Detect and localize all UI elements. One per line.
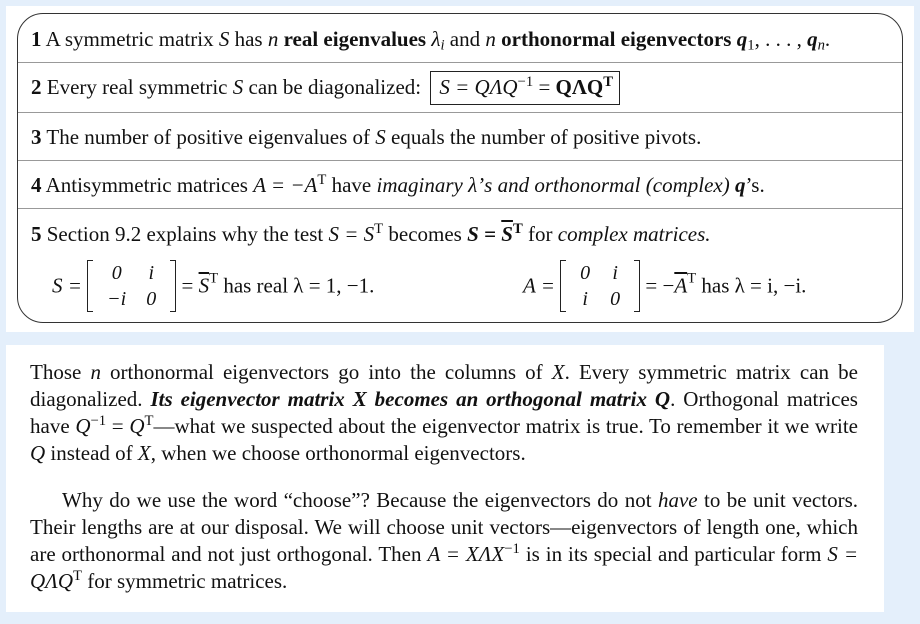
theorem-item-1: [18, 14, 902, 63]
example-antisymmetric: A = 0 i i 0 = $-\overline{A}^T$ has λ = i, −i.: [523, 262, 807, 310]
theorem-item-2: [18, 62, 902, 113]
theorem-box: [17, 13, 903, 323]
paragraph-1: Those n orthonormal eigenvectors go into the columns of X. Every symmetric matrix can be diagonalized. Its eigenvector matrix X becomes an orthogonal matrix Q. Orthogonal matrices have $Q^{-1}$ = $Q^T—what$ we suspected about the eigenvector matrix is true. To remember it we write Q instead of X, when we choose orthonormal eigenvectors.: [30, 360, 858, 465]
matrix-S: 0 i −i 0: [87, 260, 176, 312]
theorem-item-5: [18, 208, 902, 324]
item-3-text: 3 The number of positive eigenvalues of S equals the number of positive pivots.: [31, 125, 702, 149]
item-2-text: 2 Every real symmetric S can be diagonalized: $S = Q\Lambda Q^{-1} = Q\Lambda Q^T$: [31, 71, 620, 105]
item-5-text: 5 Section 9.2 explains why the test $S = S^T$ becomes $S = \overline{S}^T$ for complex matrices.: [31, 220, 711, 246]
text-body: [6, 345, 884, 612]
item-4-text: 4 Antisymmetric matrices $A = -A^T$ have imaginary λ’s and orthonormal (complex) q’s.: [31, 171, 765, 197]
matrix-A: 0 i i 0: [560, 260, 640, 312]
boxed-formula: $S = Q\Lambda Q^{-1} = Q\Lambda Q^T$: [430, 71, 620, 105]
item-1-text: 1 A symmetric matrix S has n real eigenvalues $\lambda_i$ and n orthonormal eigenvectors $q_1$, . . . , $q_n$.: [31, 27, 831, 54]
example-symmetric: S = 0 i −i 0 = $\overline{S}^T$ has real λ = 1, −1.: [52, 262, 375, 310]
theorem-item-4: [18, 160, 902, 209]
theorem-item-3: [18, 112, 902, 161]
paragraph-2: Why do we use the word “choose”? Because the eigenvectors do not have to be unit vectors. Their lengths are at our disposal. We will choose unit vectors—eigenvectors of length one, which are orthonormal and not just orthogonal. Then $A = X\Lambda X^{-1}$ is in its special and particular form $S = Q\Lambda Q^T$ for symmetric matrices.: [30, 488, 858, 593]
